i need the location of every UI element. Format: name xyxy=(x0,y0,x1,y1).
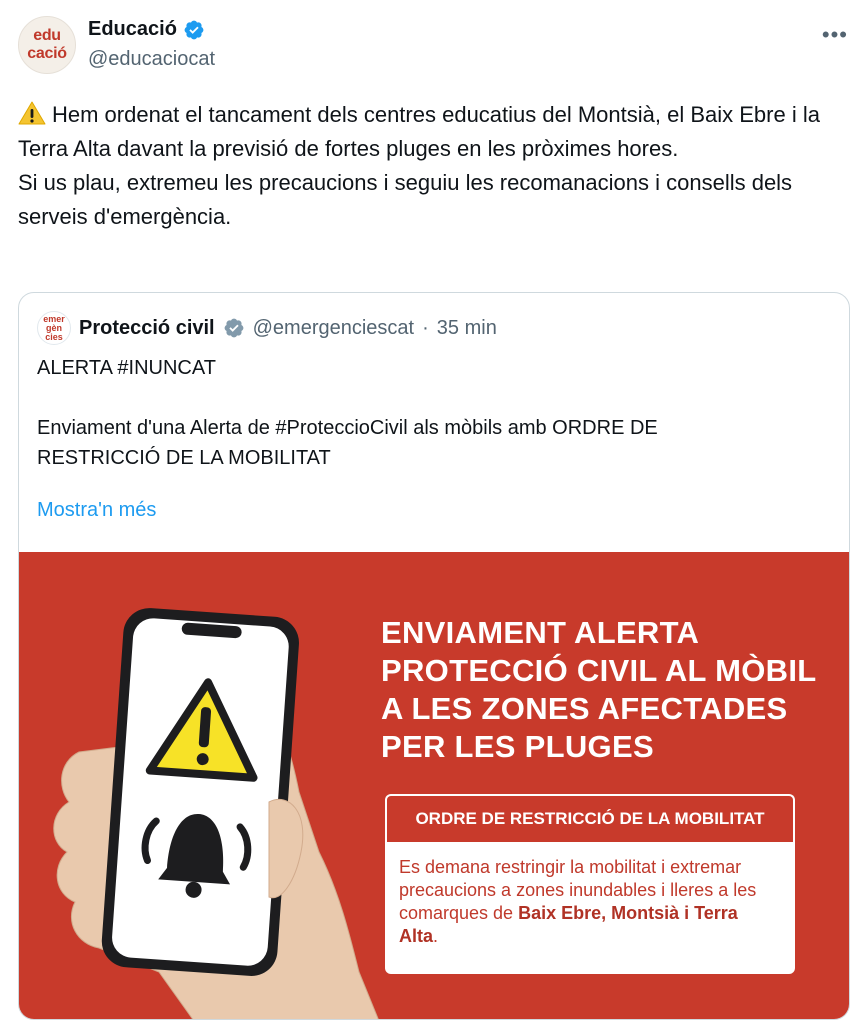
tweet-paragraph-1-text: Hem ordenat el tancament dels centres educatius del Montsià, el Baix Ebre i la Terra Alta davant la previsió de fortes pluges en les pròximes hores. xyxy=(18,102,820,161)
quoted-avatar-line1: emer xyxy=(43,313,65,324)
quoted-handle[interactable]: @emergenciescat xyxy=(252,316,415,339)
hand-phone-illustration xyxy=(19,552,379,1020)
quoted-line-1: ALERTA #INUNCAT xyxy=(37,357,216,379)
tweet-paragraph-1 xyxy=(18,98,838,166)
warning-icon xyxy=(18,101,46,125)
quoted-display-name[interactable]: Protecció civil xyxy=(79,316,215,339)
verified-gray-badge-icon xyxy=(223,317,245,339)
restriction-text: Es demana restringir la mobilitat i extremar precaucions a zones inundables i lleres a les comarques de xyxy=(399,857,757,923)
quoted-avatar-line2: gèn xyxy=(45,322,62,333)
phone-screen xyxy=(111,617,290,967)
restriction-regions: Baix Ebre, Montsià i Terra Alta xyxy=(399,903,738,946)
quoted-blank-line xyxy=(37,383,827,413)
quoted-avatar[interactable] xyxy=(37,311,71,345)
quoted-line-2: Enviament d'una Alerta de #ProteccioCivil als mòbils amb ORDRE DE xyxy=(37,417,658,439)
restriction-box-body xyxy=(385,842,795,974)
more-icon[interactable]: ••• xyxy=(821,22,848,47)
headline-line-2: PROTECCIÓ CIVIL AL MÒBIL xyxy=(381,653,817,688)
handle[interactable]: @educaciocat xyxy=(88,48,216,70)
name-row xyxy=(88,18,205,41)
quoted-header xyxy=(37,311,497,345)
alert-headline xyxy=(381,614,841,766)
quoted-tweet[interactable] xyxy=(18,292,850,1020)
quoted-line-3: RESTRICCIÓ DE LA MOBILITAT xyxy=(37,447,331,469)
avatar[interactable] xyxy=(18,16,76,74)
headline-line-4: PER LES PLUGES xyxy=(381,729,654,764)
show-more-link[interactable]: Mostra'n més xyxy=(37,499,157,521)
headline-line-3: A LES ZONES AFECTADES xyxy=(381,691,788,726)
avatar-text-line1: edu xyxy=(33,27,61,44)
quoted-timestamp[interactable]: 35 min xyxy=(436,316,497,339)
tweet-text xyxy=(18,98,838,234)
avatar-text-line2: cació xyxy=(27,45,67,62)
restriction-period: . xyxy=(433,926,439,946)
quoted-text xyxy=(37,353,827,473)
quoted-avatar-line3: cies xyxy=(45,331,63,342)
headline-line-1: ENVIAMENT ALERTA xyxy=(381,615,700,650)
tweet-header xyxy=(18,14,848,78)
tweet-paragraph-2: Si us plau, extremeu les precaucions i seguiu les recomanacions i consells dels serveis d'emergència. xyxy=(18,170,793,229)
separator-dot: · xyxy=(422,316,429,339)
alert-image[interactable] xyxy=(19,552,850,1020)
restriction-box-title: ORDRE DE RESTRICCIÓ DE LA MOBILITAT xyxy=(385,794,795,842)
display-name[interactable]: Educació xyxy=(88,18,177,40)
verified-badge-icon xyxy=(183,19,205,41)
